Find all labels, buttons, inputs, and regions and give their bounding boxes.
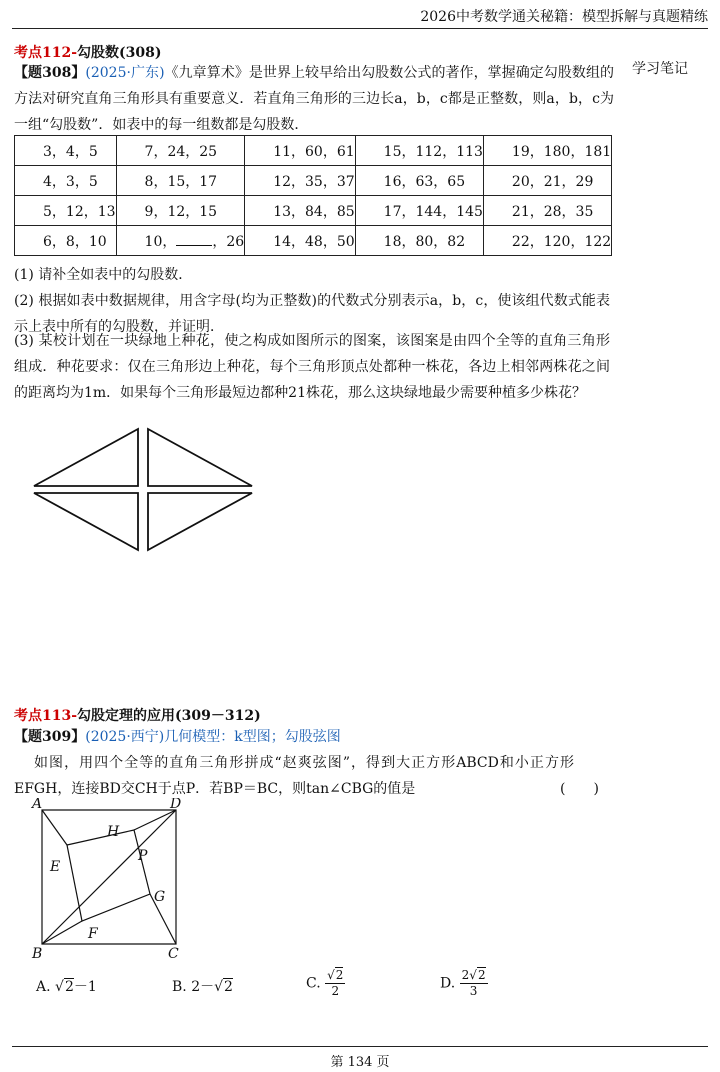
topic-112-range: (308) — [119, 45, 162, 61]
topic-113-heading — [14, 705, 261, 725]
table-cell: 7，24，25 — [116, 136, 245, 166]
label-B: B — [32, 946, 43, 962]
q308-part1: (1) 请补全如表中的勾股数． — [14, 267, 193, 283]
option-a-label: A. — [36, 979, 51, 995]
page-number: 第 134 页 — [330, 1055, 390, 1070]
option-a[interactable]: A. √2－1 — [36, 979, 97, 995]
q309-tag: 【题309】 — [14, 729, 86, 745]
table-cell: 14，48，50 — [245, 226, 355, 256]
option-c[interactable] — [306, 968, 345, 999]
label-D: D — [170, 798, 182, 812]
pythagorean-table — [14, 135, 612, 256]
topic-113-name: 勾股定理的应用 — [77, 708, 176, 724]
segment-AE — [42, 810, 67, 845]
q308-tag: 【题308】 — [14, 65, 86, 81]
q308-part2: (2) 根据如表中数据规律，用含字母(均为正整数)的代数式分别表示a，b，c，使该组代数式能表示上表中所有的勾股数，并证明． — [14, 293, 610, 335]
option-a-radicand: 2 — [64, 979, 74, 995]
topic-113-range: (309－312) — [175, 708, 261, 724]
option-a-rest: －1 — [73, 979, 97, 995]
label-G: G — [154, 889, 166, 905]
option-d-label: D. — [440, 975, 456, 992]
triangle-bottom-right — [148, 493, 252, 550]
triangle-top-right — [148, 429, 252, 486]
option-c-label: C. — [306, 975, 321, 992]
option-b-prefix: 2－ — [191, 979, 215, 995]
four-triangles-figure — [30, 425, 265, 555]
triangle-top-left — [34, 429, 138, 486]
page-header — [12, 6, 708, 29]
table-row — [15, 226, 612, 256]
option-d[interactable] — [440, 968, 488, 999]
table-cell: 21，28，35 — [483, 196, 611, 226]
option-d-numerator-radicand: 2 — [477, 968, 486, 982]
table-cell: 18，80，82 — [355, 226, 483, 256]
topic-112-name: 勾股数 — [77, 45, 120, 61]
label-E: E — [50, 859, 61, 875]
segment-DH — [134, 810, 176, 830]
table-cell: 19，180，181 — [483, 136, 611, 166]
q309-answer-paren: ( ) — [560, 781, 599, 797]
option-d-fraction: $\frac{2√2}{3}$ — [461, 968, 486, 998]
option-d-numerator-coef: 2 — [461, 968, 470, 982]
table-cell: 3，4，5 — [15, 136, 117, 166]
option-b-label: B. — [172, 979, 187, 995]
blank-cell — [116, 226, 245, 256]
topic-112-heading — [14, 42, 162, 62]
table-cell: 17，144，145 — [355, 196, 483, 226]
option-b-radicand: 2 — [224, 979, 233, 995]
table-row — [15, 166, 612, 196]
blank-cell-prefix: 10， — [144, 233, 177, 250]
table-row — [15, 136, 612, 166]
option-c-fraction: $\frac{√2}{2}$ — [327, 968, 344, 998]
zhao-shuang-figure — [30, 798, 190, 963]
book-title: 2026中考数学通关秘籍：模型拆解与真题精练 — [420, 9, 708, 25]
page-footer — [12, 1046, 708, 1070]
option-c-numerator-radicand: 2 — [335, 968, 344, 982]
topic-112-code: 考点112- — [14, 45, 78, 61]
q308-part3: (3) 某校计划在一块绿地上种花，使之构成如图所示的图案，该图案是由四个全等的直角三角形组成．种花要求：仅在三角形边上种花，每个三角形顶点处都种一株花，各边上相邻两株花之间的距离均为1m．如果每个三角形最短边都种21株花，那么这块绿地最少需要种植多少株花？ — [14, 333, 610, 401]
q309-tags: 几何模型：k型图；勾股弦图 — [164, 729, 341, 745]
study-notes-label: 学习笔记 — [632, 61, 688, 77]
q309-source: (2025·西宁) — [85, 729, 165, 745]
q309-header — [14, 724, 341, 750]
q309-text: 如图，用四个全等的直角三角形拼成“赵爽弦图”，得到大正方形ABCD和小正方形EFGH，连接BD交CH于点P．若BP＝BC，则tan∠CBG的值是 — [14, 755, 574, 797]
option-b[interactable]: B. 2－√2 — [172, 979, 233, 995]
option-d-denominator: 3 — [469, 984, 478, 998]
table-row — [15, 196, 612, 226]
label-H: H — [107, 824, 120, 840]
answer-blank[interactable] — [176, 233, 212, 246]
option-c-denominator: 2 — [331, 984, 340, 998]
q308-intro-first: 《九章算术》是世界上较早给出勾股数公式的著作，掌握确定勾股 — [164, 65, 572, 81]
label-C: C — [168, 946, 179, 962]
table-cell: 9，12，15 — [116, 196, 245, 226]
label-P: P — [138, 848, 148, 864]
table-cell: 12，35，37 — [245, 166, 355, 196]
table-cell: 5，12，13 — [15, 196, 117, 226]
table-cell: 22，120，122 — [483, 226, 611, 256]
table-cell: 15，112，113 — [355, 136, 483, 166]
table-cell: 20，21，29 — [483, 166, 611, 196]
table-cell: 4，3，5 — [15, 166, 117, 196]
table-cell: 8，15，17 — [116, 166, 245, 196]
table-cell: 13，84，85 — [245, 196, 355, 226]
table-cell: 11，60，61 — [245, 136, 355, 166]
q308-intro — [14, 60, 614, 138]
q308-source: (2025·广东) — [85, 65, 165, 81]
label-A: A — [32, 798, 43, 812]
label-F: F — [88, 926, 98, 942]
triangle-bottom-left — [34, 493, 138, 550]
topic-113-code: 考点113- — [14, 708, 78, 724]
table-cell: 16，63，65 — [355, 166, 483, 196]
q308-intro-rest: 数组的方法对研究直角三角形具有重要意义．若直角三角形的三边长a，b，c都是正整数，则a，b，c为一组“勾股数”．如表中的每一组数都是勾股数． — [14, 65, 614, 133]
blank-cell-suffix: ，26 — [212, 233, 245, 250]
table-cell: 6，8，10 — [15, 226, 117, 256]
